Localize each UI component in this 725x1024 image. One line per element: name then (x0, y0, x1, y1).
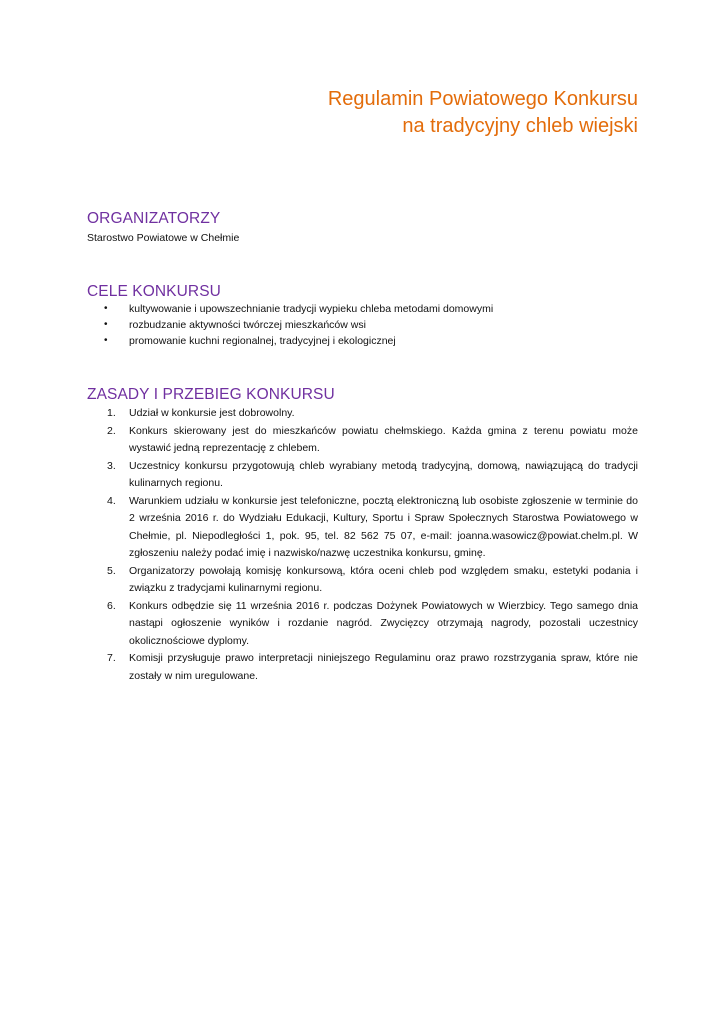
goal-text: kultywowanie i upowszechnianie tradycji wypieku chleba metodami domowymi (129, 303, 494, 315)
list-item (87, 493, 638, 563)
rules-list (87, 405, 638, 685)
list-item (87, 405, 638, 423)
title-line-1: Regulamin Powiatowego Konkursu (327, 88, 638, 110)
item-number: 5. (107, 564, 116, 577)
goal-text: promowanie kuchni regionalnej, tradycyjnej i ekologicznej (129, 335, 396, 347)
list-item (87, 650, 638, 685)
list-item (87, 301, 638, 317)
bullet-icon: • (104, 335, 108, 346)
rule-text: Uczestnicy konkursu przygotowują chleb wyrabiany metodą tradycyjną, domową, nawiązującą do tradycji kulinarnych regionu. (129, 459, 638, 489)
rule-text: Warunkiem udziału w konkursie jest telefoniczne, pocztą elektroniczną lub osobiste zgłoszenie w terminie do 2 września 2016 r. do Wydziału Edukacji, Kultury, Sportu i Spraw Społecznych Starostwa Powiatowego w Chełmie, pl. Niepodległości 1, pok. 95, tel. 82 562 75 07, e-mail: joanna.wasowicz@powiat.chelm.pl. W zgłoszeniu należy podać imię i nazwisko/nazwę uczestnika konkursu, gminę. (129, 494, 638, 559)
title-line-2: na tradycyjny chleb wiejski (402, 115, 638, 137)
item-number: 1. (107, 407, 116, 419)
item-number: 2. (107, 424, 116, 437)
rule-text: Komisji przysługuje prawo interpretacji niniejszego Regulaminu oraz prawo rozstrzygania spraw, które nie zostały w nim uregulowane. (129, 652, 638, 682)
item-number: 3. (107, 459, 116, 472)
list-item (87, 458, 638, 493)
organizers-text: Starostwo Powiatowe w Chełmie (87, 232, 240, 244)
organizers-heading: ORGANIZATORZY (87, 210, 221, 227)
list-item (87, 563, 638, 598)
item-number: 7. (107, 652, 116, 664)
list-item (87, 317, 638, 333)
rules-heading: ZASADY I PRZEBIEG KONKURSU (87, 386, 335, 403)
goals-list (87, 301, 638, 349)
list-item (87, 598, 638, 651)
bullet-icon: • (104, 303, 108, 314)
goals-heading: CELE KONKURSU (87, 283, 221, 300)
bullet-icon: • (104, 319, 108, 330)
item-number: 4. (107, 494, 116, 507)
goal-text: rozbudzanie aktywności twórczej mieszkańców wsi (129, 319, 366, 331)
document-title (328, 86, 638, 140)
item-number: 6. (107, 599, 116, 612)
rule-text: Organizatorzy powołają komisję konkursową, która oceni chleb pod względem smaku, estetyki podania i związku z tradycjami kulinarnymi regionu. (129, 564, 638, 594)
rule-text: Konkurs odbędzie się 11 września 2016 r. podczas Dożynek Powiatowych w Wierzbicy. Tego samego dnia nastąpi ogłoszenie wyników i rozdanie nagród. Zwycięzcy otrzymają nagrody, pozostali uczestnicy okolicznościowe dyplomy. (129, 599, 638, 647)
list-item (87, 423, 638, 458)
rule-text: Konkurs skierowany jest do mieszkańców powiatu chełmskiego. Każda gmina z terenu powiatu może wystawić jedną reprezentację z chlebem. (129, 424, 638, 454)
rule-text: Udział w konkursie jest dobrowolny. (129, 407, 295, 419)
list-item (87, 333, 638, 349)
